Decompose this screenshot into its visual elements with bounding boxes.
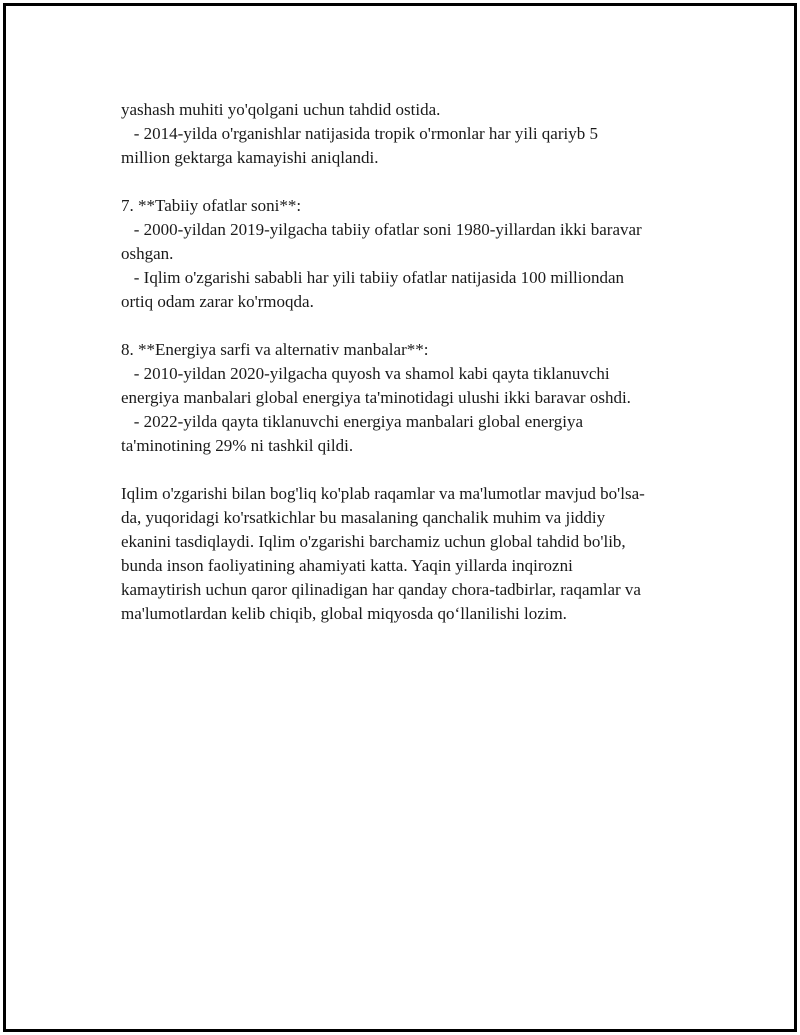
text-line: ortiq odam zarar ko'rmoqda. — [121, 292, 314, 311]
continuation-paragraph — [121, 98, 696, 170]
text-line: ta'minotining 29% ni tashkil qildi. — [121, 436, 354, 455]
text-line: ekanini tasdiqlaydi. Iqlim o'zgarishi barchamiz uchun global tahdid bo'lib, — [121, 532, 626, 551]
text-line: ma'lumotlardan kelib chiqib, global miqyosda qo‘llanilishi lozim. — [121, 604, 567, 623]
section-heading: 7. **Tabiiy ofatlar soni**: — [121, 196, 302, 215]
conclusion-paragraph — [121, 482, 696, 626]
text-line: oshgan. — [121, 244, 174, 263]
paragraph-gap — [121, 170, 696, 194]
text-line: energiya manbalari global energiya ta'minotidagi ulushi ikki baravar oshdi. — [121, 388, 631, 407]
section-energy — [121, 338, 696, 458]
text-line: - 2010-yildan 2020-yilgacha quyosh va shamol kabi qayta tiklanuvchi — [121, 364, 610, 383]
page-frame — [3, 3, 797, 1032]
text-line: million gektarga kamayishi aniqlandi. — [121, 148, 379, 167]
text-line: - 2022-yilda qayta tiklanuvchi energiya manbalari global energiya — [121, 412, 583, 431]
section-heading: 8. **Energiya sarfi va alternativ manbalar**: — [121, 340, 429, 359]
text-line: Iqlim o'zgarishi bilan bog'liq ko'plab raqamlar va ma'lumotlar mavjud bo'lsa- — [121, 484, 645, 503]
text-line: - 2000-yildan 2019-yilgacha tabiiy ofatlar soni 1980-yillardan ikki baravar — [121, 220, 642, 239]
paragraph-gap — [121, 458, 696, 482]
document-body — [121, 98, 696, 626]
text-line: - 2014-yilda o'rganishlar natijasida tropik o'rmonlar har yili qariyb 5 — [121, 124, 598, 143]
text-line: - Iqlim o'zgarishi sababli har yili tabiiy ofatlar natijasida 100 milliondan — [121, 268, 625, 287]
text-line: kamaytirish uchun qaror qilinadigan har qanday chora-tadbirlar, raqamlar va — [121, 580, 641, 599]
text-line: yashash muhiti yo'qolgani uchun tahdid ostida. — [121, 100, 441, 119]
section-natural-disasters — [121, 194, 696, 314]
text-line: bunda inson faoliyatining ahamiyati katta. Yaqin yillarda inqirozni — [121, 556, 573, 575]
paragraph-gap — [121, 314, 696, 338]
text-line: da, yuqoridagi ko'rsatkichlar bu masalaning qanchalik muhim va jiddiy — [121, 508, 606, 527]
